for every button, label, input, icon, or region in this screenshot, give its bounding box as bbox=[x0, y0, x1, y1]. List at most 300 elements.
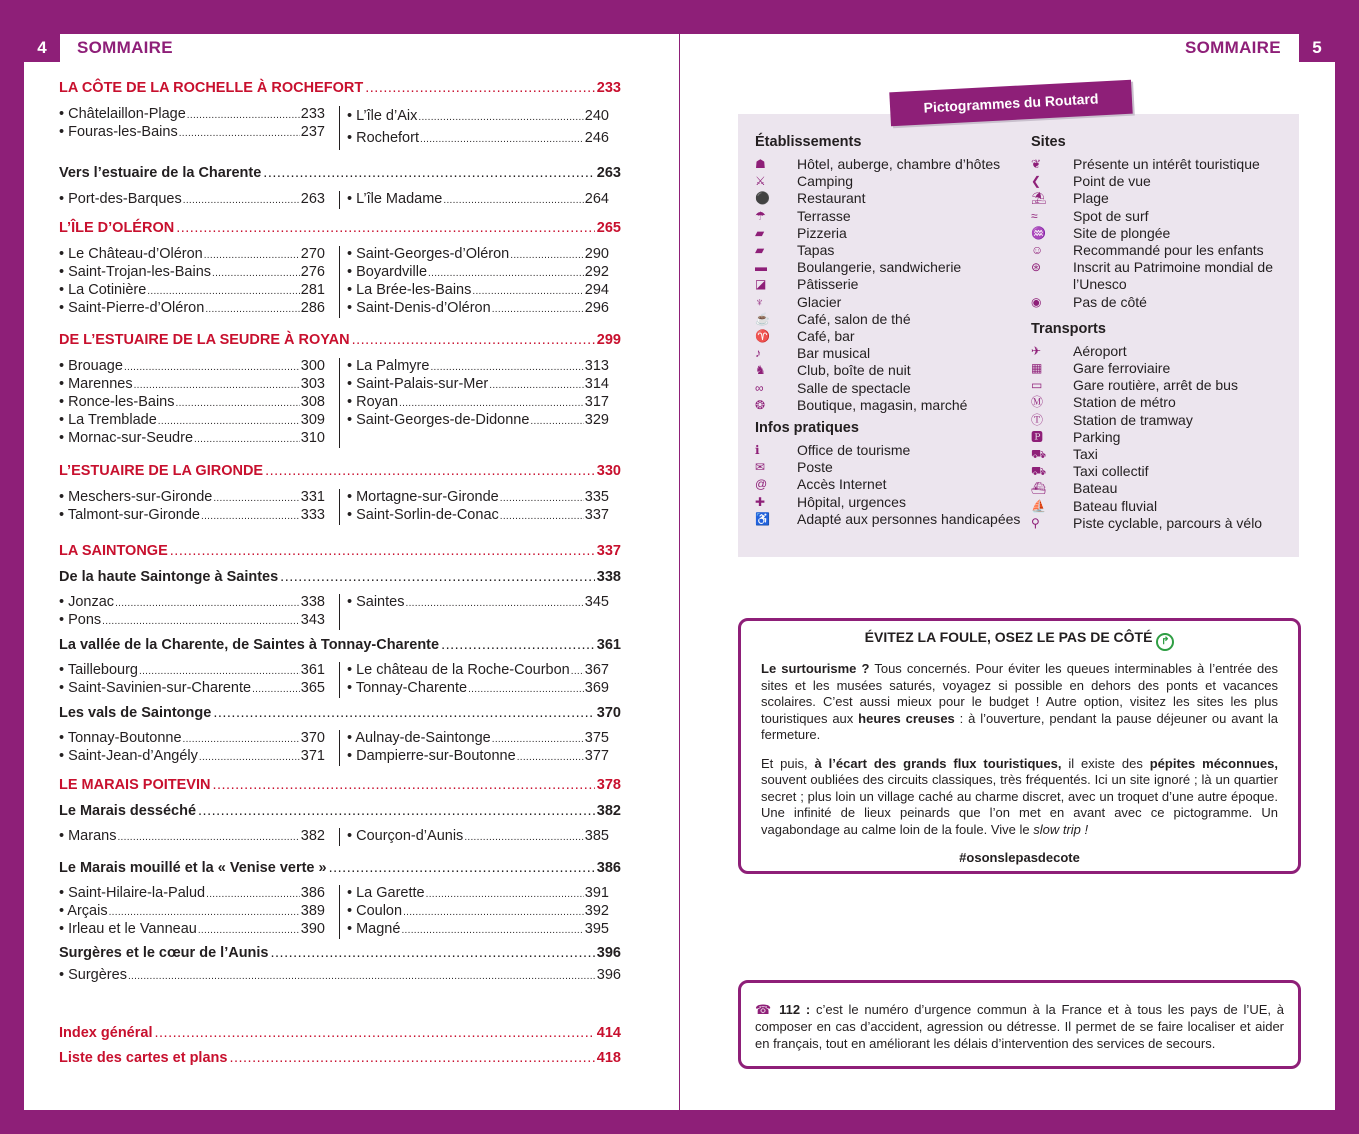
hashtag: #osonslepasdecote bbox=[959, 850, 1080, 865]
subentry-page: 361 bbox=[300, 662, 325, 678]
subentry-page: 343 bbox=[300, 612, 325, 628]
taxi-icon: ⛟ bbox=[1031, 447, 1047, 462]
toc-subentry bbox=[347, 106, 609, 128]
subentry-page: 371 bbox=[300, 748, 325, 764]
subentry-name: • Saint-Hilaire-la-Palud bbox=[59, 885, 206, 901]
picto-row bbox=[1031, 242, 1291, 259]
train-station-icon: ▦ bbox=[1031, 361, 1043, 376]
subentry-page: 370 bbox=[300, 730, 325, 746]
subentry-page: 240 bbox=[584, 108, 609, 124]
picto-row bbox=[1031, 480, 1291, 497]
header-right: SOMMAIRE bbox=[1185, 38, 1281, 57]
picto-label: Aéroport bbox=[1073, 342, 1127, 359]
picto-label: Café, bar bbox=[797, 328, 855, 345]
picto-row bbox=[755, 259, 1025, 276]
toc-entry bbox=[59, 777, 621, 793]
toc-entry bbox=[59, 1050, 621, 1066]
entry-page: 382 bbox=[596, 803, 621, 819]
entry-page: 396 bbox=[596, 945, 621, 961]
bike-icon: ⚲ bbox=[1031, 515, 1040, 530]
picto-row bbox=[1031, 343, 1291, 360]
picto-row bbox=[1031, 360, 1291, 377]
picto-label: Poste bbox=[797, 459, 833, 476]
diving-icon: ♒ bbox=[1031, 225, 1046, 240]
bar-icon: ♈ bbox=[755, 329, 770, 344]
subentry-page: 395 bbox=[584, 921, 609, 937]
infos-heading: Infos pratiques bbox=[755, 420, 859, 437]
subentry-name: • Tonnay-Charente bbox=[347, 680, 468, 696]
entry-page: 337 bbox=[596, 543, 621, 559]
picto-label: Gare ferroviaire bbox=[1073, 360, 1171, 377]
picto-row bbox=[755, 242, 1025, 259]
subentry-name: • Port-des-Barques bbox=[59, 191, 182, 207]
toc-entry bbox=[59, 165, 621, 181]
subentry-name: • La Brée-les-Bains bbox=[347, 282, 472, 298]
toc-entry bbox=[59, 569, 621, 585]
picto-label: Taxi collectif bbox=[1073, 463, 1149, 480]
picto-label: Gare routière, arrêt de bus bbox=[1073, 377, 1238, 394]
transports-heading: Transports bbox=[1031, 320, 1106, 337]
entry-title: LE MARAIS POITEVIN bbox=[59, 777, 211, 793]
toc-subentry bbox=[347, 264, 609, 282]
subentry-page: 264 bbox=[584, 191, 609, 207]
picto-row bbox=[1031, 225, 1291, 242]
entry-title: Vers l’estuaire de la Charente bbox=[59, 165, 262, 181]
toc-entry bbox=[59, 80, 621, 96]
subentry-name: • La Cotinière bbox=[59, 282, 147, 298]
picto-row bbox=[755, 156, 1025, 173]
entry-title: Les vals de Saintonge bbox=[59, 705, 212, 721]
subentry-page: 300 bbox=[300, 358, 325, 374]
subentry-name: • Taillebourg bbox=[59, 662, 138, 678]
toc-subentry bbox=[347, 662, 609, 680]
subentry-page: 290 bbox=[584, 246, 609, 262]
viewpoint-icon: ❮ bbox=[1031, 174, 1042, 189]
subentry-name: • Coulon bbox=[347, 903, 403, 919]
picto-row bbox=[755, 494, 1025, 511]
subentry-page: 335 bbox=[584, 489, 609, 505]
picto-label: Inscrit au Patrimoine mondial de l’Unesco bbox=[1073, 259, 1273, 293]
subentry-page: 237 bbox=[300, 124, 325, 140]
bus-station-icon: ▭ bbox=[1031, 378, 1043, 393]
subentry-page: 375 bbox=[584, 730, 609, 746]
toc-entry bbox=[59, 803, 621, 819]
subentry-name: • Courçon-d’Aunis bbox=[347, 828, 464, 844]
subentry-name: • Arçais bbox=[59, 903, 108, 919]
entry-page: 299 bbox=[596, 332, 621, 348]
subentry-name: • L’île Madame bbox=[347, 191, 443, 207]
toc-entry bbox=[59, 705, 621, 721]
toc-entry bbox=[59, 220, 621, 236]
toc-subentry bbox=[59, 885, 325, 903]
picto-label: Taxi bbox=[1073, 446, 1098, 463]
toc-entry bbox=[59, 543, 621, 559]
subentry-name: • L’île d’Aix bbox=[347, 108, 418, 124]
subentry-page: 333 bbox=[300, 507, 325, 523]
picto-row bbox=[1031, 294, 1291, 311]
entry-title: LA SAINTONGE bbox=[59, 543, 168, 559]
entry-title: La vallée de la Charente, de Saintes à Tonnay-Charente bbox=[59, 637, 440, 653]
toc-subentry bbox=[59, 594, 325, 612]
toc-subentry bbox=[347, 376, 609, 394]
subentry-page: 263 bbox=[300, 191, 325, 207]
subentry-name: • Châtelaillon-Plage bbox=[59, 106, 186, 122]
hotel-icon: ☗ bbox=[755, 157, 766, 171]
subentry-page: 313 bbox=[584, 358, 609, 374]
subentry-page: 294 bbox=[584, 282, 609, 298]
toc-subentry bbox=[59, 680, 325, 698]
picto-label: Site de plongée bbox=[1073, 224, 1171, 241]
toc-subentry bbox=[347, 903, 609, 921]
toc-subentry bbox=[59, 358, 325, 376]
subentry-name: • Marans bbox=[59, 828, 117, 844]
page-number-left: 4 bbox=[24, 34, 60, 62]
toc-subentry bbox=[59, 300, 325, 318]
picto-label: Adapté aux personnes handicapées bbox=[797, 510, 1021, 527]
picto-label: Tapas bbox=[797, 242, 835, 259]
toc-subentry bbox=[347, 489, 609, 507]
subentry-page: 329 bbox=[584, 412, 609, 428]
picto-label: Boutique, magasin, marché bbox=[797, 396, 968, 413]
picto-label: Présente un intérêt touristique bbox=[1073, 156, 1260, 172]
picto-label: Salle de spectacle bbox=[797, 379, 911, 396]
toc-subentry bbox=[59, 264, 325, 282]
picto-label: Station de tramway bbox=[1073, 411, 1193, 428]
picto-label: Spot de surf bbox=[1073, 207, 1149, 224]
subentry-page: 286 bbox=[300, 300, 325, 316]
subentry-name: • Rochefort bbox=[347, 130, 419, 146]
post-icon: ✉ bbox=[755, 460, 766, 475]
subentry-page: 377 bbox=[584, 748, 609, 764]
pizzeria-icon: ▰ bbox=[755, 225, 765, 240]
subentry-name: • Meschers-sur-Gironde bbox=[59, 489, 213, 505]
picto-label: Glacier bbox=[797, 293, 842, 310]
entry-title: DE L’ESTUAIRE DE LA SEUDRE À ROYAN bbox=[59, 332, 350, 348]
toc-subentry bbox=[347, 680, 609, 698]
picto-column-right bbox=[1031, 134, 1291, 532]
picto-row bbox=[1031, 377, 1291, 394]
off-the-beaten-path-icon: ◉ bbox=[1031, 294, 1042, 309]
picto-row bbox=[1031, 498, 1291, 515]
subentry-name: • Saint-Denis-d’Oléron bbox=[347, 300, 491, 316]
subentry-name: • Jonzac bbox=[59, 594, 115, 610]
page-number-right: 5 bbox=[1299, 34, 1335, 62]
picto-row bbox=[1031, 173, 1291, 190]
picto-row bbox=[1031, 259, 1291, 293]
picto-row bbox=[1031, 446, 1291, 463]
nightclub-icon: ♞ bbox=[755, 363, 766, 378]
unesco-icon: ⊛ bbox=[1031, 260, 1042, 275]
shared-taxi-icon: ⛟ bbox=[1031, 464, 1047, 479]
toc-subentry bbox=[59, 412, 325, 430]
toc-subentry bbox=[59, 124, 325, 142]
picto-label: Accès Internet bbox=[797, 476, 887, 493]
toc-subentry bbox=[347, 282, 609, 300]
toc-entry bbox=[59, 332, 621, 348]
toc-subentry bbox=[347, 885, 609, 903]
picto-row bbox=[1031, 190, 1291, 207]
picto-row bbox=[755, 190, 1025, 207]
toc-subentry bbox=[59, 394, 325, 412]
subentry-page: 345 bbox=[584, 594, 609, 610]
restaurant-icon: ⚫ bbox=[755, 191, 770, 206]
picto-label: Club, boîte de nuit bbox=[797, 362, 911, 379]
entry-page: 233 bbox=[596, 80, 621, 96]
subentry-page: 296 bbox=[584, 300, 609, 316]
picto-label: Pas de côté bbox=[1073, 293, 1147, 310]
picto-label: Bateau fluvial bbox=[1073, 497, 1158, 514]
toc-subentry bbox=[59, 106, 325, 124]
subentry-name: • Saint-Palais-sur-Mer bbox=[347, 376, 489, 392]
subentry-name: • Ronce-les-Bains bbox=[59, 394, 175, 410]
entry-title: LA CÔTE DE LA ROCHELLE À ROCHEFORT bbox=[59, 80, 364, 96]
picto-row bbox=[755, 208, 1025, 225]
subentry-page: 281 bbox=[300, 282, 325, 298]
picto-label: Parking bbox=[1073, 428, 1121, 445]
subentry-page: 396 bbox=[596, 967, 621, 983]
subentry-name: • Surgères bbox=[59, 967, 127, 983]
toc-entry bbox=[59, 945, 621, 961]
subentry-page: 314 bbox=[584, 376, 609, 392]
entry-page: 418 bbox=[596, 1050, 621, 1066]
subentry-name: • La Tremblade bbox=[59, 412, 157, 428]
entry-page: 265 bbox=[596, 220, 621, 236]
tea-icon: ☕ bbox=[755, 311, 770, 326]
picto-row bbox=[1031, 515, 1291, 532]
subentry-page: 386 bbox=[300, 885, 325, 901]
kids-icon: ☺ bbox=[1031, 243, 1044, 258]
picto-row bbox=[755, 294, 1025, 311]
toc-subentry bbox=[347, 507, 609, 525]
entry-page: 414 bbox=[596, 1025, 621, 1041]
subentry-name: • Saint-Georges-de-Didonne bbox=[347, 412, 530, 428]
toc-subentry bbox=[59, 967, 621, 985]
hospital-icon: ✚ bbox=[755, 494, 766, 509]
subentry-name: • Le château de la Roche-Courbon bbox=[347, 662, 570, 678]
subentry-page: 369 bbox=[584, 680, 609, 696]
subentry-name: • Marennes bbox=[59, 376, 133, 392]
picto-row bbox=[755, 225, 1025, 242]
picto-row bbox=[755, 173, 1025, 190]
subentry-name: • Brouage bbox=[59, 358, 123, 374]
picto-row bbox=[755, 380, 1025, 397]
toc-subentry bbox=[347, 358, 609, 376]
subentry-name: • Saint-Georges-d’Oléron bbox=[347, 246, 510, 262]
subentry-page: 338 bbox=[300, 594, 325, 610]
subentry-name: • La Palmyre bbox=[347, 358, 430, 374]
river-boat-icon: ⛵ bbox=[1031, 498, 1046, 513]
avoid-crowd-paragraph-1: Le surtourisme ? Tous concernés. Pour éviter les queues interminables à l’entrée des sites et les musées saturés, voyagez si possible en dehors des ponts et vacances scolaires. C’est aussi mieux pour le budget ! Autre option, visitez les sites les plus touristiques aux heures creuses : à l’ouverture, pendant la pause déjeuner ou avant la fermeture. bbox=[761, 661, 1279, 742]
picto-row bbox=[755, 459, 1025, 476]
toc-subentry bbox=[59, 282, 325, 300]
subentry-name: • Dampierre-sur-Boutonne bbox=[347, 748, 516, 764]
subentry-page: 246 bbox=[584, 130, 609, 146]
entry-page: 330 bbox=[596, 463, 621, 479]
subentry-name: • Mornac-sur-Seudre bbox=[59, 430, 194, 446]
entry-title: De la haute Saintonge à Saintes bbox=[59, 569, 279, 585]
picto-label: Piste cyclable, parcours à vélo bbox=[1073, 514, 1263, 531]
picto-label: Recommandé pour les enfants bbox=[1073, 242, 1264, 259]
subentry-page: 270 bbox=[300, 246, 325, 262]
tapas-icon: ▰ bbox=[755, 243, 765, 258]
toc-entry bbox=[59, 860, 621, 876]
subentry-name: • Saint-Pierre-d’Oléron bbox=[59, 300, 205, 316]
avoid-crowd-box bbox=[738, 618, 1301, 874]
entry-title: Le Marais mouillé et la « Venise verte » bbox=[59, 860, 327, 876]
toc-subentry bbox=[59, 828, 325, 846]
toc-entry bbox=[59, 1025, 621, 1041]
picto-label: Office de tourisme bbox=[797, 442, 911, 459]
picto-row bbox=[1031, 208, 1291, 225]
picto-title: Pictogrammes du Routard bbox=[889, 80, 1132, 127]
picto-label: Bar musical bbox=[797, 345, 871, 362]
subentry-page: 389 bbox=[300, 903, 325, 919]
entry-page: 386 bbox=[596, 860, 621, 876]
entry-page: 378 bbox=[596, 777, 621, 793]
subentry-name: • Pons bbox=[59, 612, 102, 628]
toc-subentry bbox=[347, 594, 609, 612]
subentry-page: 390 bbox=[300, 921, 325, 937]
subentry-name: • Le Château-d’Oléron bbox=[59, 246, 203, 262]
picto-label: Hôtel, auberge, chambre d’hôtes bbox=[797, 156, 1001, 172]
subentry-name: • Royan bbox=[347, 394, 399, 410]
picto-row bbox=[1031, 429, 1291, 446]
picto-column-left bbox=[755, 134, 1025, 528]
subentry-page: 308 bbox=[300, 394, 325, 410]
entry-page: 338 bbox=[596, 569, 621, 585]
picto-label: Plage bbox=[1073, 190, 1109, 207]
subentry-name: • Fouras-les-Bains bbox=[59, 124, 178, 140]
picto-label: Restaurant bbox=[797, 190, 866, 207]
header-left: SOMMAIRE bbox=[77, 38, 173, 57]
toc-subentry bbox=[59, 376, 325, 394]
theatre-icon: ∞ bbox=[755, 380, 764, 395]
picto-row bbox=[755, 362, 1025, 379]
picto-row bbox=[755, 276, 1025, 293]
toc-subentry bbox=[59, 191, 325, 209]
metro-icon: Ⓜ bbox=[1031, 395, 1044, 410]
entry-page: 263 bbox=[596, 165, 621, 181]
entry-title: Liste des cartes et plans bbox=[59, 1050, 228, 1066]
subentry-page: 276 bbox=[300, 264, 325, 280]
picto-row bbox=[755, 442, 1025, 459]
entry-title: Index général bbox=[59, 1025, 153, 1041]
boat-icon: ⛴ bbox=[1031, 481, 1047, 496]
subentry-page: 331 bbox=[300, 489, 325, 505]
picto-label: Point de vue bbox=[1073, 173, 1151, 190]
picto-row bbox=[755, 328, 1025, 345]
subentry-page: 385 bbox=[584, 828, 609, 844]
terrace-icon: ☂ bbox=[755, 208, 766, 223]
picto-row bbox=[1031, 463, 1291, 480]
toc-subentry bbox=[59, 921, 325, 939]
subentry-name: • Talmont-sur-Gironde bbox=[59, 507, 200, 523]
picto-row bbox=[755, 397, 1025, 414]
airport-icon: ✈ bbox=[1031, 343, 1042, 358]
subentry-name: • Boyardville bbox=[347, 264, 428, 280]
subentry-name: • Saint-Sorlin-de-Conac bbox=[347, 507, 499, 523]
subentry-page: 365 bbox=[300, 680, 325, 696]
picto-label: Boulangerie, sandwicherie bbox=[797, 259, 962, 276]
subentry-page: 337 bbox=[584, 507, 609, 523]
picto-row bbox=[755, 311, 1025, 328]
entry-page: 370 bbox=[596, 705, 621, 721]
bakery-icon: ▬ bbox=[755, 260, 767, 275]
tramway-icon: Ⓣ bbox=[1031, 412, 1044, 427]
avoid-crowd-paragraph-2: Et puis, à l’écart des grands flux touristiques, il existe des pépites méconnues, souvent oubliées des circuits classiques, très fréquentés. Ici un site ignoré ; là un quartier secret ; plus loin un village caché au charme discret, avec un troquet d’une autre époque. Une infinité de lieux peinards que l’on met en avant avec ce pictogramme. Un vagabondage au calme loin de la foule. Vive le slow trip ! bbox=[761, 755, 1278, 837]
entry-page: 361 bbox=[596, 637, 621, 653]
toc-subentry bbox=[59, 612, 325, 630]
touristic-interest-icon: ❦ bbox=[1031, 157, 1042, 171]
subentry-page: 392 bbox=[584, 903, 609, 919]
ice-cream-icon: ♆ bbox=[755, 294, 764, 309]
subentry-page: 367 bbox=[584, 662, 609, 678]
toc-subentry bbox=[347, 412, 609, 430]
picto-label: Camping bbox=[797, 173, 854, 190]
subentry-name: • Tonnay-Boutonne bbox=[59, 730, 182, 746]
pas-de-cote-icon: ↱ bbox=[1156, 633, 1174, 651]
subentry-name: • Irleau et le Vanneau bbox=[59, 921, 197, 937]
picto-label: Café, salon de thé bbox=[797, 310, 911, 327]
subentry-name: • Mortagne-sur-Gironde bbox=[347, 489, 499, 505]
toc-subentry bbox=[59, 662, 325, 680]
pastry-icon: ◪ bbox=[755, 277, 767, 292]
etablissements-heading: Établissements bbox=[755, 134, 862, 150]
toc-subentry bbox=[59, 507, 325, 525]
toc-subentry bbox=[59, 903, 325, 921]
entry-title: Surgères et le cœur de l’Aunis bbox=[59, 945, 269, 961]
pictogram-legend bbox=[738, 114, 1299, 557]
subentry-page: 309 bbox=[300, 412, 325, 428]
subentry-name: • Aulnay-de-Saintonge bbox=[347, 730, 491, 746]
internet-icon: @ bbox=[755, 477, 768, 492]
subentry-page: 303 bbox=[300, 376, 325, 392]
toc-subentry bbox=[347, 748, 609, 766]
entry-title: L’ÎLE D’OLÉRON bbox=[59, 220, 175, 236]
camping-icon: ⚔ bbox=[755, 174, 766, 189]
toc-subentry bbox=[347, 128, 609, 150]
toc-subentry bbox=[347, 394, 609, 412]
shop-icon: ❂ bbox=[755, 397, 766, 412]
toc-subentry bbox=[59, 730, 325, 748]
picto-row bbox=[1031, 156, 1291, 173]
parking-icon: 🅿 bbox=[1031, 429, 1044, 444]
picto-label: Pizzeria bbox=[797, 224, 847, 241]
entry-title: L’ESTUAIRE DE LA GIRONDE bbox=[59, 463, 264, 479]
picto-row bbox=[755, 511, 1025, 528]
beach-icon: ⛱ bbox=[1031, 191, 1047, 206]
subentry-page: 310 bbox=[300, 430, 325, 446]
toc-subentry bbox=[347, 191, 609, 209]
music-bar-icon: ♪ bbox=[755, 346, 761, 361]
emergency-box: ☎ 112 : c’est le numéro d’urgence commun à la France et à tous les pays de l’UE, à composer en cas d’accident, agression ou détresse. Il permet de se faire localiser et aider en français, tout en améliorant les délais d’intervention des services de secours. bbox=[738, 980, 1301, 1069]
toc-subentry bbox=[347, 300, 609, 318]
picto-row bbox=[755, 476, 1025, 493]
toc-entry bbox=[59, 463, 621, 479]
picto-label: Terrasse bbox=[797, 207, 851, 224]
subentry-name: • Saint-Trojan-les-Bains bbox=[59, 264, 212, 280]
subentry-name: • Magné bbox=[347, 921, 401, 937]
toc-subentry bbox=[347, 730, 609, 748]
surf-icon: ≈ bbox=[1031, 208, 1038, 223]
picto-row bbox=[1031, 394, 1291, 411]
picto-row bbox=[755, 345, 1025, 362]
picto-row bbox=[1031, 412, 1291, 429]
avoid-crowd-title: ÉVITEZ LA FOULE, OSEZ LE PAS DE CÔTÉ ↱ bbox=[761, 629, 1278, 651]
picto-label: Hôpital, urgences bbox=[797, 493, 906, 510]
subentry-name: • Saintes bbox=[347, 594, 405, 610]
subentry-page: 382 bbox=[300, 828, 325, 844]
